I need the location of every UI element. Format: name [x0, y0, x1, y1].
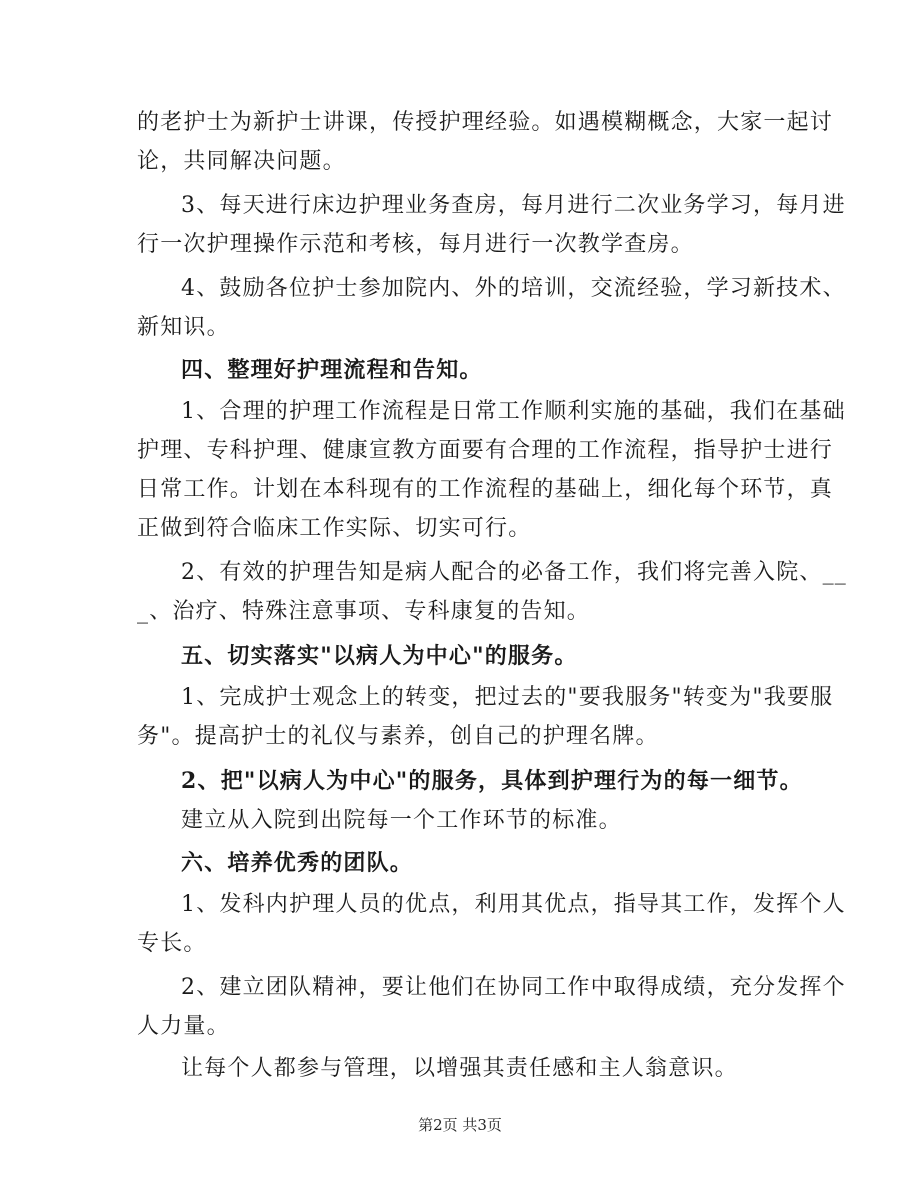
- subsection-heading: 2、把"以病人为中心"的服务，具体到护理行为的每一细节。: [181, 768, 803, 794]
- paragraph-line: 正做到符合临床工作实际、切实可行。: [137, 516, 532, 541]
- paragraph-line: 1、完成护士观念上的转变，把过去的"要我服务"转变为"我要服: [181, 685, 834, 710]
- paragraph-line: 人力量。: [137, 1014, 230, 1039]
- paragraph-line: 3、每天进行床边护理业务查房，每月进行二次业务学习，每月进: [181, 193, 846, 218]
- paragraph-line: 行一次护理操作示范和考核，每月进行一次教学查房。: [137, 232, 694, 257]
- paragraph-line: 论，共同解决问题。: [137, 149, 346, 174]
- paragraph-line: 让每个人都参与管理，以增强其责任感和主人翁意识。: [181, 1056, 738, 1081]
- paragraph-line: 2、有效的护理告知是病人配合的必备工作，我们将完善入院、__: [181, 560, 847, 585]
- paragraph-line: 的老护士为新护士讲课，传授护理经验。如遇模糊概念，大家一起讨: [137, 110, 834, 135]
- section-heading: 六、培养优秀的团队。: [181, 850, 414, 876]
- section-heading: 四、整理好护理流程和告知。: [181, 357, 483, 383]
- paragraph-line: 建立从入院到出院每一个工作环节的标准。: [181, 808, 622, 833]
- paragraph-line: 1、合理的护理工作流程是日常工作顺利实施的基础，我们在基础: [181, 399, 846, 424]
- paragraph-line: 务"。提高护士的礼仪与素养，创自己的护理名牌。: [137, 724, 659, 749]
- paragraph-line: _、治疗、特殊注意事项、专科康复的告知。: [137, 599, 591, 624]
- paragraph-line: 新知识。: [137, 315, 230, 340]
- paragraph-line: 专长。: [137, 931, 207, 956]
- section-heading: 五、切实落实"以病人为中心"的服务。: [181, 643, 578, 669]
- paragraph-line: 护理、专科护理、健康宣教方面要有合理的工作流程，指导护士进行: [137, 438, 834, 463]
- page-number-footer: 第2页 共3页: [418, 1116, 502, 1134]
- paragraph-line: 1、发科内护理人员的优点，利用其优点，指导其工作，发挥个人: [181, 892, 846, 917]
- paragraph-line: 4、鼓励各位护士参加院内、外的培训，交流经验，学习新技术、: [181, 276, 846, 301]
- paragraph-line: 2、建立团队精神，要让他们在协同工作中取得成绩，充分发挥个: [181, 975, 846, 1000]
- paragraph-line: 日常工作。计划在本科现有的工作流程的基础上，细化每个环节，真: [137, 477, 834, 502]
